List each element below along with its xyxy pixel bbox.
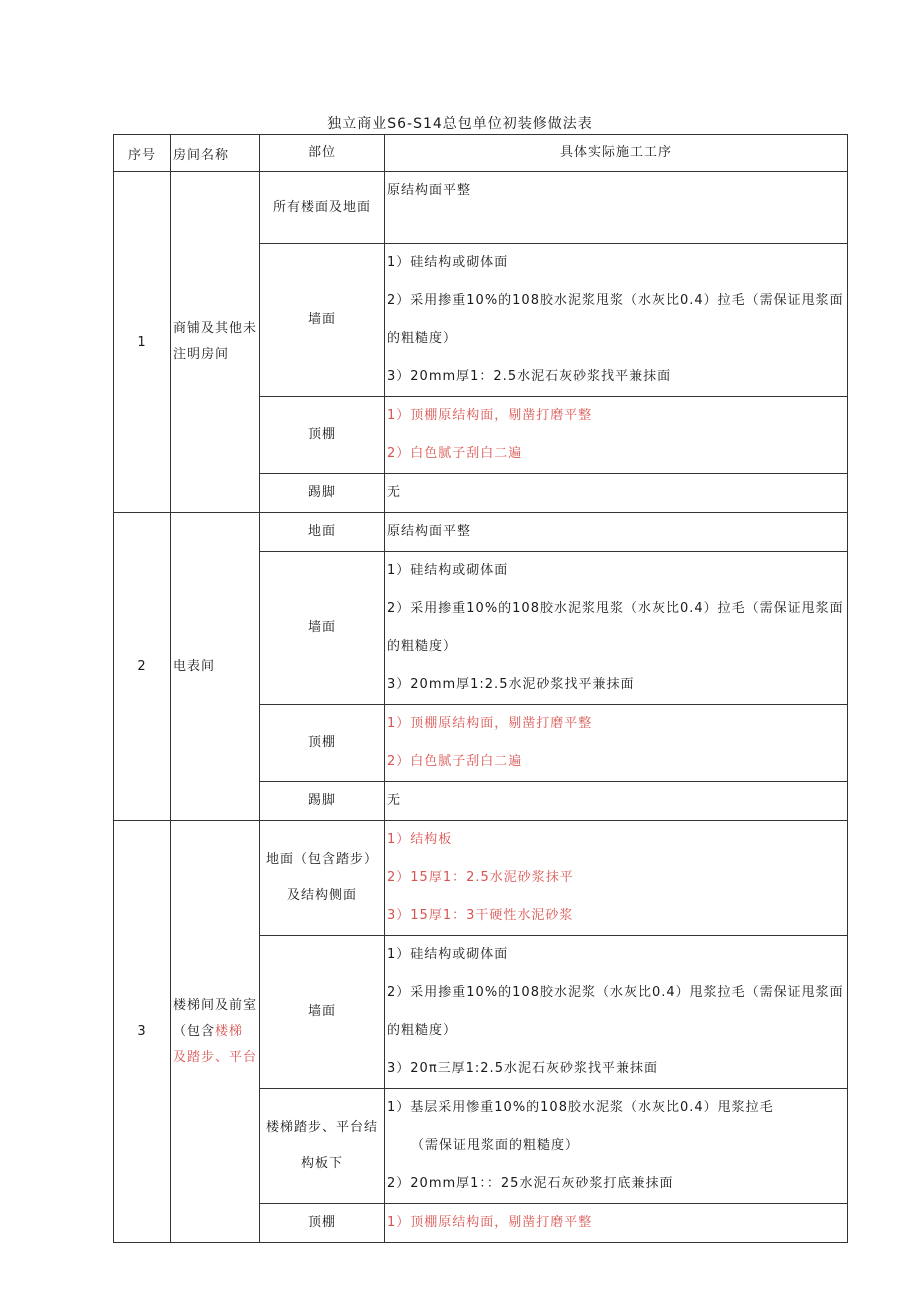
room-text-highlight: 楼梯及踏步、平台: [173, 1023, 258, 1065]
process-step: 无: [387, 793, 402, 808]
process-cell: [385, 1204, 848, 1243]
room-cell: 商铺及其他未注明房间: [171, 172, 260, 513]
process-step: 2）采用掺重10%的108胶水泥浆甩浆（水灰比0.4）拉毛（需保证甩浆面的粗糙度）: [387, 601, 844, 654]
process-cell: [385, 1089, 848, 1204]
process-cell: [385, 397, 848, 474]
header-part: 部位: [260, 135, 385, 172]
seq-cell: 3: [114, 821, 171, 1243]
process-step: 原结构面平整: [387, 183, 472, 198]
part-cell: 顶棚: [260, 397, 385, 474]
process-step: 1）硅结构或砌体面: [387, 255, 509, 270]
process-step: 原结构面平整: [387, 524, 472, 539]
room-text: 楼梯间及前室（包含: [173, 997, 258, 1039]
header-row: [114, 135, 848, 172]
process-step: 3）15厚1：3干硬性水泥砂浆: [387, 908, 574, 923]
process-step: 1）结构板: [387, 832, 453, 847]
room-cell: 电表间: [171, 513, 260, 821]
process-step: 1）顶棚原结构面，剔凿打磨平整: [387, 408, 593, 423]
part-cell: 墙面: [260, 552, 385, 705]
table-row: [114, 172, 848, 244]
document-title: 独立商业S6-S14总包单位初装修做法表: [327, 116, 593, 132]
part-cell: 楼梯踏步、平台结构板下: [260, 1089, 385, 1204]
process-step: 1）基层采用惨重10%的108胶水泥浆（水灰比0.4）甩浆拉毛: [387, 1100, 774, 1115]
process-step: 2）采用掺重10%的108胶水泥浆（水灰比0.4）甩浆拉毛（需保证甩浆面的粗糙度）: [387, 985, 844, 1038]
process-cell: [385, 474, 848, 513]
part-cell: 地面（包含踏步）及结构侧面: [260, 821, 385, 936]
process-step: 3）20mm厚1：2.5水泥石灰砂浆找平兼抹面: [387, 369, 672, 384]
part-cell: 踢脚: [260, 474, 385, 513]
process-cell: [385, 936, 848, 1089]
process-step: 2）采用掺重10%的108胶水泥浆甩浆（水灰比0.4）拉毛（需保证甩浆面的粗糙度）: [387, 293, 844, 346]
part-cell: 墙面: [260, 244, 385, 397]
process-cell: [385, 513, 848, 552]
part-cell: 顶棚: [260, 705, 385, 782]
process-cell: [385, 821, 848, 936]
process-step: 3）20π三厚1:2.5水泥石灰砂浆找平兼抹面: [387, 1061, 658, 1076]
part-cell: 墙面: [260, 936, 385, 1089]
process-step: 2）15厚1：2.5水泥砂浆抹平: [387, 870, 574, 885]
finish-spec-table: [113, 134, 848, 1243]
header-room: 房间名称: [171, 135, 260, 172]
process-step: 1）硅结构或砌体面: [387, 947, 509, 962]
process-cell: [385, 244, 848, 397]
process-cell: [385, 705, 848, 782]
process-step: 1）硅结构或砌体面: [387, 563, 509, 578]
part-cell: 所有楼面及地面: [260, 172, 385, 244]
process-step: 无: [387, 485, 402, 500]
header-process: 具体实际施工工序: [385, 135, 848, 172]
process-step: 2）白色腻子刮白二遍: [387, 754, 523, 769]
process-step: 1）顶棚原结构面，剔凿打磨平整: [387, 716, 593, 731]
process-cell: [385, 552, 848, 705]
part-cell: 地面: [260, 513, 385, 552]
seq-cell: 1: [114, 172, 171, 513]
part-cell: 踢脚: [260, 782, 385, 821]
table-row: [114, 821, 848, 936]
process-cell: [385, 172, 848, 244]
process-step: 2）20mm厚1：：25水泥石灰砂浆打底兼抹面: [387, 1176, 674, 1191]
process-step: 1）顶棚原结构面，剔凿打磨平整: [387, 1215, 593, 1230]
process-step: （需保证甩浆面的粗糙度）: [411, 1138, 580, 1153]
part-cell: 顶棚: [260, 1204, 385, 1243]
header-seq: 序号: [114, 135, 171, 172]
process-step: 3）20mm厚1:2.5水泥砂浆找平兼抹面: [387, 677, 635, 692]
process-step: 2）白色腻子刮白二遍: [387, 446, 523, 461]
table-row: [114, 513, 848, 552]
process-cell: [385, 782, 848, 821]
room-cell: [171, 821, 260, 1243]
seq-cell: 2: [114, 513, 171, 821]
